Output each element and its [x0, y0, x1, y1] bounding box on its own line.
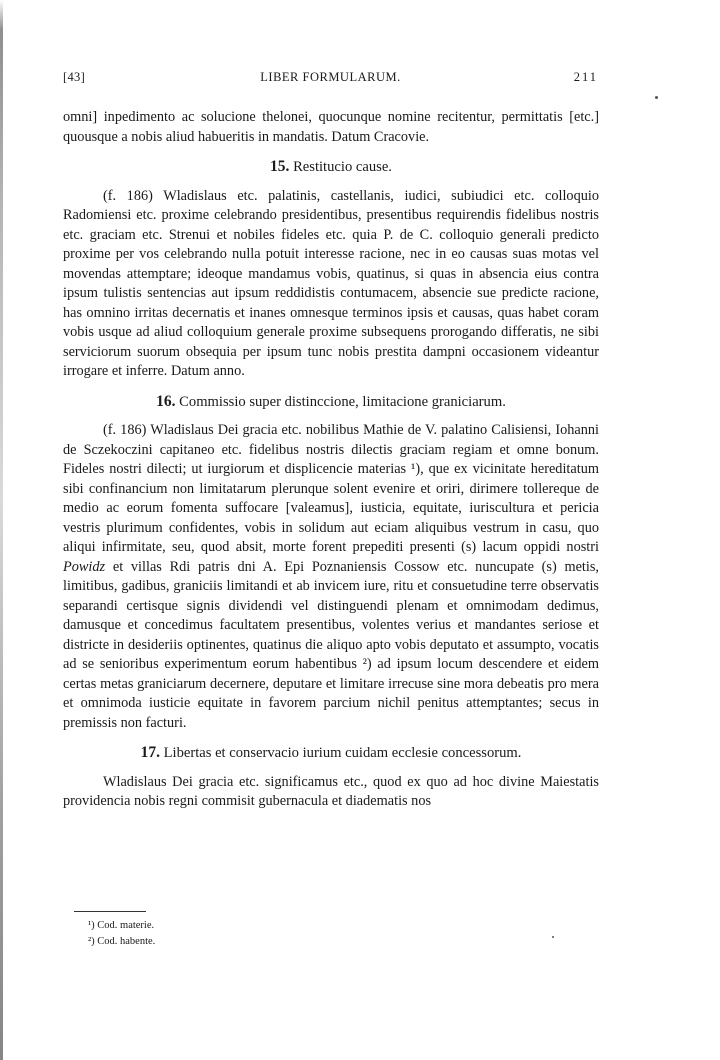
section-body-16 — [63, 421, 599, 733]
header-section-number: [43] — [63, 70, 86, 84]
footnote-divider — [74, 911, 146, 912]
page-number: 211 — [573, 70, 598, 84]
place-name: Powidz — [63, 558, 106, 575]
footnotes — [88, 918, 155, 950]
opening-paragraph: omni] inpedimento ac solucione thelonei, quocunque nomine recitentur, permittatis [etc.] quousque a nobis aliud habueritis in mandatis. Datum Cracovie. — [63, 109, 599, 145]
header-title: LIBER FORMULARUM. — [260, 70, 401, 84]
body-text: (f. 186) Wladislaus Dei gracia etc. nobilibus Mathie de V. palatino Calisiensi, Iohanni de Sczekoczini capitaneo etc. fidelibus nostris dilectis graciam regiam et omne bonum. Fideles nostri dilecti; ut iurgiorum et displicencie materias ¹), que ex vicinitate hereditatum sibi confinancium non limitatarum plerunque solent evenire et oriri, dirimere tollereque de medio ac eorum fomenta suffocare [valeamus], iusticia, equitate, iuriscultura et pericia vestris plurimum confidentes, vobis in solidum aut eciam aliquibus vestrum in casu, quo aliqui infirmitate, seu, quod absit, morte forent prepediti presenti (s) lacum oppidi nostri — [63, 422, 599, 555]
body-text: et villas Rdi patris dni A. Epi Poznaniensis Cossow etc. nuncupate (s) metis, limitibus, gadibus, graniciis limitandi et ab invicem iure, ritu et consuetudine terre observatis separandi certisque signis dividendi vel distinguendi plenam et omnimodam dedimus, damusque et concedimus facultatem presentibus, volentes verius et mandantes seriose et districte in desideriis optinentes, quatinus die aliquo apto vobis deputato et assumpto, vocatis ad se senioribus experimentum eorum habentibus ²) ad ipsum locum descendere et eidem certas metas graniciarum decernere, deputare et limitare irrecuse sine mora debeatis pro mera et omnimoda iusticie equitate in favorem parcium nichil penitus attemptantes; secus in premissis non facturi. — [63, 558, 600, 731]
section-number: 15. — [270, 158, 290, 175]
section-title: Libertas et conservacio iurium cuidam ecclesie concessorum. — [163, 745, 522, 761]
section-title: Restitucio cause. — [293, 159, 392, 175]
running-header — [63, 70, 598, 90]
section-heading-16 — [63, 392, 599, 413]
section-title: Commissio super distinccione, limitacione graniciarum. — [179, 393, 506, 410]
section-number: 17. — [140, 744, 160, 761]
section-heading-15 — [63, 157, 599, 178]
page-body — [63, 108, 599, 812]
section-body-15: (f. 186) Wladislaus etc. palatinis, castellanis, iudici, subiudici etc. colloquio Radomiensi etc. proxime celebrando presidentibus, presentibus requirendis fidelibus nostris etc. graciam etc. Strenui et nobiles fideles etc. quia P. de C. colloquio generali predicto proxime per vos celebrando nulla potuit interesse racione, nec in eo causas suas motas vel movendas attemptare; ideoque mandamus vobis, quatinus, si quas in absencia eius contra ipsum tulistis sentencias aut ipsum reddidistis contumacem, absencie sue predicte racione, has omnino irritas decernatis et inanes omnesque terminos ipsis et causas, quas habet coram vobis usque ad aliud colloquium generale proxime subsequens prorogando differatis, ne sibi serviciorum suorum obsequia per ipsum tunc nobis prestita dampni occasionem videantur irrogare et inferre. Datum anno. — [63, 187, 599, 379]
section-body-17: Wladislaus Dei gracia etc. significamus etc., quod ex quo ad hoc divine Maiestatis providencia nobis regni commisit gubernacula et diadematis nos — [63, 773, 599, 809]
section-heading-17 — [63, 743, 599, 764]
scan-speck — [655, 96, 658, 99]
footnote-2: ²) Cod. habente. — [88, 936, 156, 947]
section-number: 16. — [156, 392, 176, 410]
footnote-1: ¹) Cod. materie. — [88, 920, 155, 931]
scan-speck — [552, 936, 554, 938]
scan-left-edge — [0, 0, 3, 1060]
